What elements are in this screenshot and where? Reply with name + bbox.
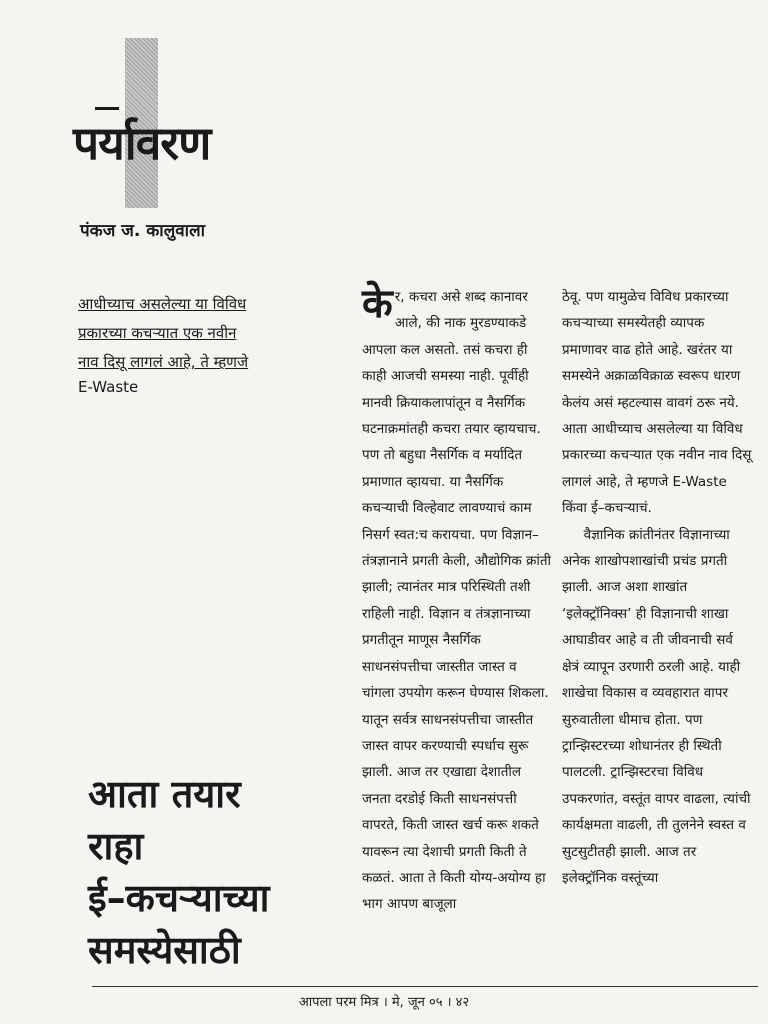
intro-blurb [78,290,308,397]
drop-cap: के [362,281,393,327]
headline-line: ई–कचऱ्याच्या [88,876,270,920]
column-2-paragraph-1: ठेवू. पण यामुळेच विविध प्रकारच्या कचऱ्याच्या समस्येतही व्यापक प्रमाणावर वाढ होते आहे. खरंतर या समस्येने अक्राळविक्राळ स्वरूप धारण केलंय असं म्हटल्यास वावगं ठरू नये. आता आधीच्याच असलेल्या या विविध प्रकारच्या कचऱ्यात एक नवीन नाव दिसू लागलं आहे, ते म्हणजे E-Waste किंवा ई–कचऱ्याचं. [562,289,752,517]
section-title: पर्यावरण [73,116,211,170]
author-name: पंकज ज. कालुवाला [80,221,206,241]
column-1-text: र, कचरा असे शब्द कानावर आले, की नाक मुरडण्याकडे आपला कल असतो. तसं कचरा ही काही आजची समस्या नाही. पूर्वीही मानवी क्रियाकलापांतून व नैसर्गिक घटनाक्रमांतही कचरा तयार व्हायचाच. पण तो बहुधा नैसर्गिक व मर्यादित प्रमाणात व्हायचा. या नैसर्गिक कचऱ्याची विल्हेवाट लावण्याचं काम निसर्ग स्वत:च करायचा. पण विज्ञान–तंत्रज्ञानाने प्रगती केली, औद्योगिक क्रांती झाली; त्यानंतर मात्र परिस्थिती तशी राहिली नाही. विज्ञान व तंत्रज्ञानाच्या प्रगतीतून माणूस नैसर्गिक साधनसंपत्तीचा जास्तीत जास्त व चांगला उपयोग करून घेण्यास शिकला. यातून सर्वत्र साधनसंपत्तीचा जास्तीत जास्त वापर करण्याची स्पर्धाच सुरू झाली. आज तर एखाद्या देशातील जनता दरडोई किती साधनसंपत्ती वापरते, किती जास्त खर्च करू शकते यावरून त्या देशाची प्रगती किती ते कळतं. आता ते किती योग्य-अयोग्य हा भाग आपण बाजूला [362,289,552,913]
footer-rule [92,986,758,987]
headline-line: राहा [88,824,144,868]
intro-english-term: E-Waste [78,378,139,396]
article-column-1 [362,281,552,918]
intro-line: नाव दिसू लागलं आहे, ते म्हणजे [78,353,249,371]
intro-line: प्रकारच्या कचऱ्यात एक नवीन [78,324,237,342]
section-mark [95,100,119,110]
intro-line: आधीच्याच असलेल्या या विविध [78,295,247,313]
article-headline [88,768,348,976]
headline-line: समस्येसाठी [88,928,241,972]
column-2-paragraph-2: वैज्ञानिक क्रांतीनंतर विज्ञानाच्या अनेक शाखोपशाखांची प्रचंड प्रगती झाली. आज अशा शाखांत ‘इलेक्ट्रॉनिक्स’ ही विज्ञानाची शाखा आघाडीवर आहे व ती जीवनाची सर्व क्षेत्रं व्यापून उरणारी ठरली आहे. याही शाखेचा विकास व व्यवहारात वापर सुरुवातीला धीमाच होता. पण ट्रान्झिस्टरच्या शोधानंतर ही स्थिती पालटली. ट्रान्झिस्टरचा विविध उपकरणांत, वस्तूंत वापर वाढला, त्यांची कार्यक्षमता वाढली, ती तुलनेने स्वस्त व सुटसुटीतही झाली. आज तर इलेक्ट्रॉनिक वस्तूंच्या [562,526,751,886]
article-column-2 [562,284,752,891]
page-footer: आपला परम मित्र । मे, जून ०५ । ४२ [298,995,470,1010]
headline-line: आता तयार [88,772,241,816]
